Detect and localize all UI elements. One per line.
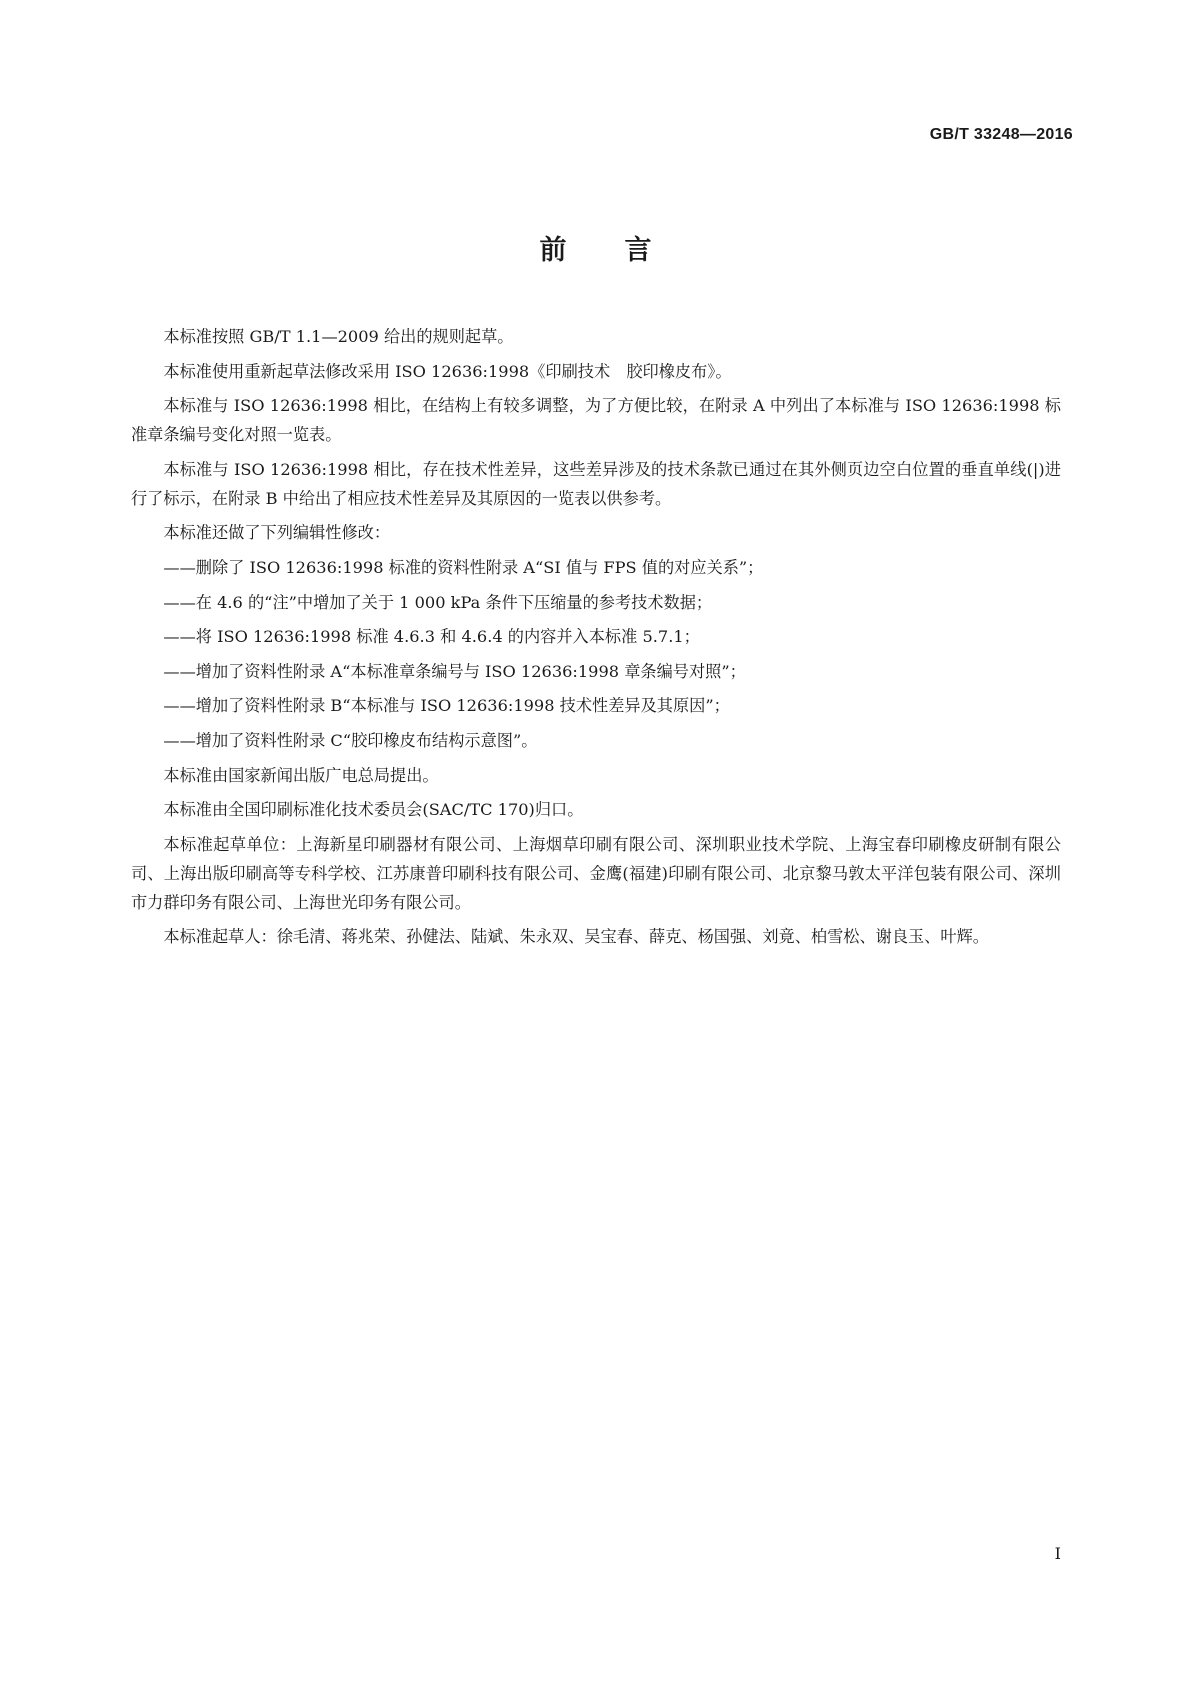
paragraph: 本标准按照 GB/T 1.1—2009 给出的规则起草。: [163, 327, 514, 346]
drafting-units: 本标准起草单位：上海新星印刷器材有限公司、上海烟草印刷有限公司、深圳职业技术学院、上海宝春印刷橡皮研制有限公司、上海出版印刷高等专科学校、江苏康普印刷科技有限公司、金鹰(福建)印刷有限公司、北京黎马敦太平洋包装有限公司、深圳市力群印务有限公司、上海世光印务有限公司。: [131, 834, 1061, 912]
paragraph: 本标准使用重新起草法修改采用 ISO 12636:1998《印刷技术 胶印橡皮布》。: [163, 361, 732, 381]
standard-code: GB/T 33248—2016: [929, 126, 1073, 143]
paragraph: 本标准与 ISO 12636:1998 相比，存在技术性差异，这些差异涉及的技术条款已通过在其外侧页边空白位置的垂直单线(|)进行了标示，在附录 B 中给出了相应技术性差异及其原因的一览表以供参考。: [131, 459, 1061, 508]
page-number: I: [1054, 1544, 1061, 1563]
edit-item: ——增加了资料性附录 A“本标准章条编号与 ISO 12636:1998 章条编号对照”；: [163, 661, 746, 681]
paragraph: 本标准由全国印刷标准化技术委员会(SAC/TC 170)归口。: [163, 800, 584, 820]
drafters: 本标准起草人：徐毛清、蒋兆荣、孙健法、陆斌、朱永双、吴宝春、薛克、杨国强、刘竟、柏雪松、谢良玉、叶辉。: [163, 927, 989, 947]
edit-item: ——删除了 ISO 12636:1998 标准的资料性附录 A“SI 值与 FPS 值的对应关系”；: [163, 557, 764, 577]
edit-item: ——在 4.6 的“注”中增加了关于 1 000 kPa 条件下压缩量的参考技术数据；: [163, 592, 713, 612]
foreword-body: [131, 322, 1061, 957]
paragraph: 本标准还做了下列编辑性修改：: [163, 523, 391, 543]
page-title: 前言: [539, 235, 710, 266]
edit-item: ——将 ISO 12636:1998 标准 4.6.3 和 4.6.4 的内容并入本标准 5.7.1；: [163, 627, 700, 647]
edit-item: ——增加了资料性附录 B“本标准与 ISO 12636:1998 技术性差异及其原因”；: [163, 696, 730, 716]
paragraph: 本标准由国家新闻出版广电总局提出。: [163, 765, 439, 785]
edit-item: ——增加了资料性附录 C“胶印橡皮布结构示意图”。: [163, 730, 538, 750]
paragraph: 本标准与 ISO 12636:1998 相比，在结构上有较多调整，为了方便比较，在附录 A 中列出了本标准与 ISO 12636:1998 标准章条编号变化对照一览表。: [131, 396, 1061, 445]
